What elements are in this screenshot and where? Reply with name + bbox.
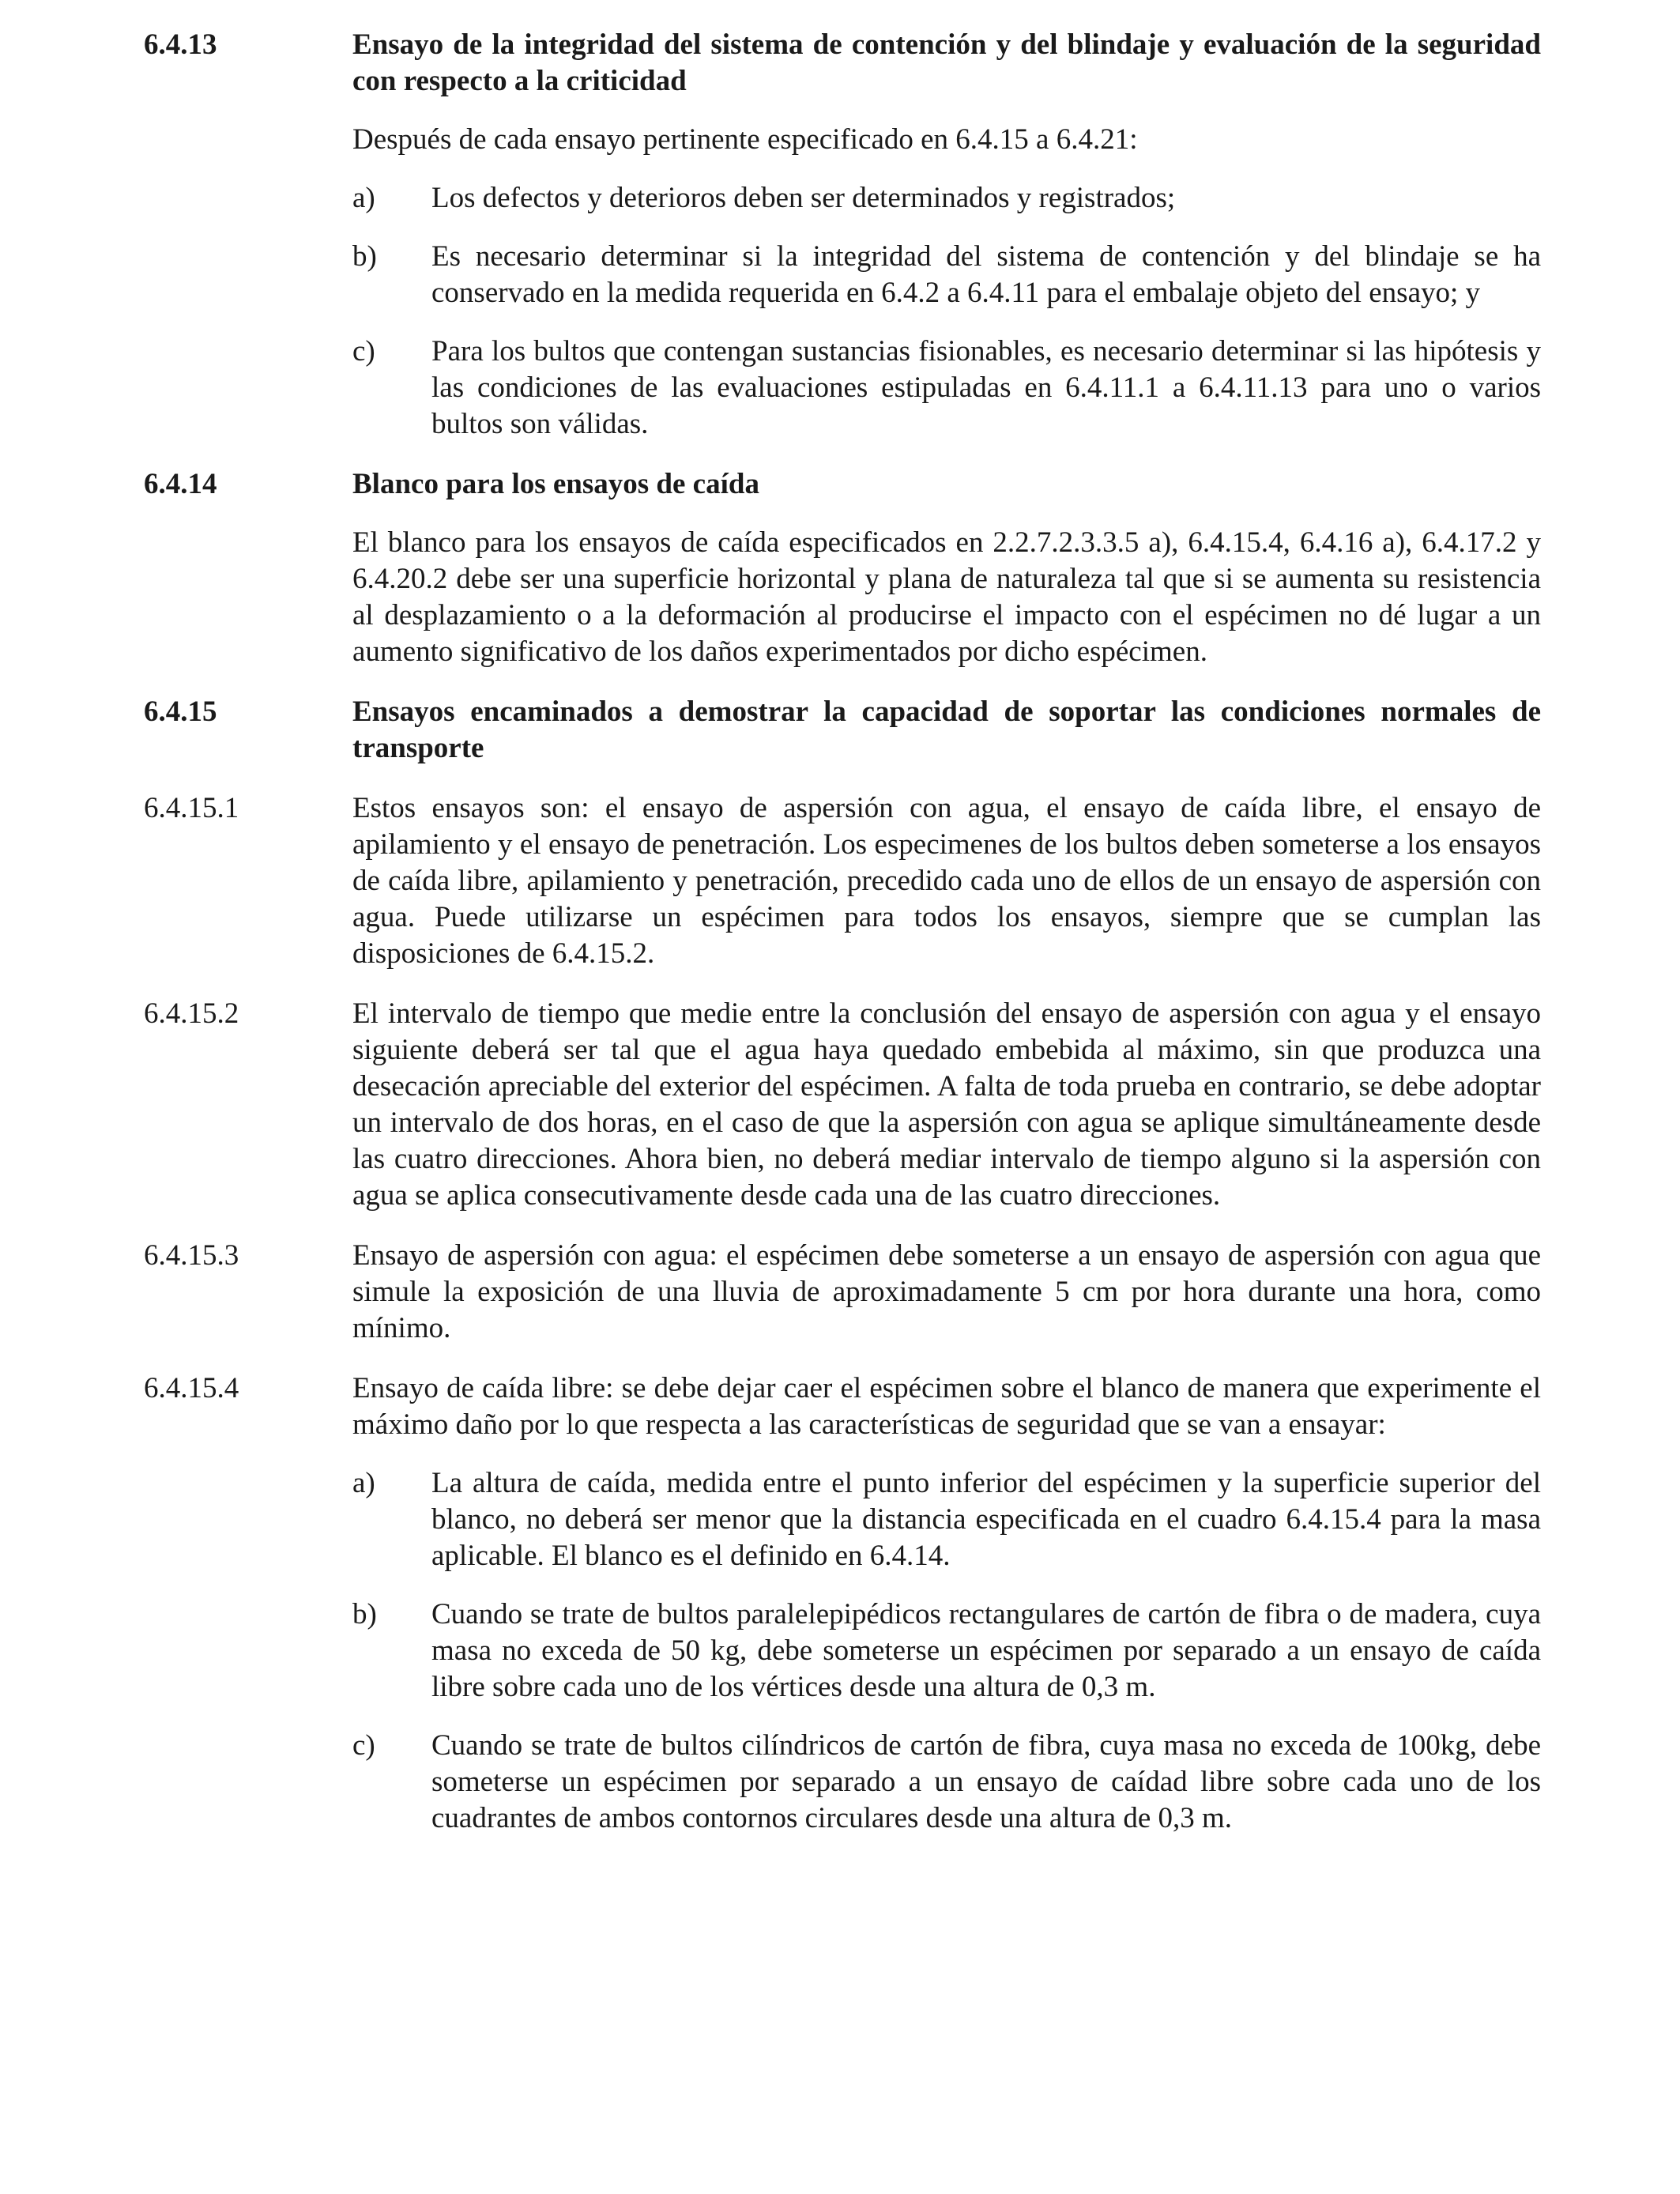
section-6-4-15-header (144, 694, 1541, 767)
section-6-4-14-body (144, 525, 1541, 670)
list-item (352, 1596, 1541, 1706)
section-number: 6.4.13 (144, 28, 217, 61)
section-6-4-15-4-list (144, 1443, 1541, 1837)
section-6-4-15-1 (144, 790, 1541, 972)
list-item (352, 180, 1541, 217)
list-item-letter: b) (352, 240, 377, 273)
section-6-4-13-list (144, 158, 1541, 443)
list-item-letter: a) (352, 182, 375, 214)
section-number: 6.4.15.3 (144, 1239, 239, 1272)
section-number: 6.4.14 (144, 468, 217, 500)
section-number: 6.4.15.4 (144, 1372, 239, 1404)
section-6-4-15-4 (144, 1370, 1541, 1443)
list-item-text: La altura de caída, medida entre el punto inferior del espécimen y la superficie superior del blanco, no deberá ser menor que la distancia especificada en el cuadro 6.4.15.4 para la masa aplicable. El blanco es el definido en 6.4.14. (431, 1467, 1541, 1572)
section-6-4-13-intro (144, 122, 1541, 158)
section-6-4-14-header (144, 466, 1541, 503)
list-item (352, 334, 1541, 443)
list-item-text: Es necesario determinar si la integridad del sistema de contención y del blindaje se ha conservado en la medida requerida en 6.4.2 a 6.4.11 para el embalaje objeto del ensayo; y (431, 240, 1541, 309)
list-item-letter: c) (352, 1729, 375, 1762)
paragraph: El blanco para los ensayos de caída especificados en 2.2.7.2.3.3.5 a), 6.4.15.4, 6.4.16 a), 6.4.17.2 y 6.4.20.2 debe ser una superficie horizontal y plana de naturaleza tal que si se aumenta su resistencia al desplazamiento o a la deformación al producirse el impacto con el espécimen no dé lugar a un aumento significativo de los daños experimentados por dicho espécimen. (352, 526, 1541, 668)
paragraph: El intervalo de tiempo que medie entre la conclusión del ensayo de aspersión con agua y el ensayo siguiente deberá ser tal que el agua haya quedado embebida al máximo, sin que produzca una desecación apreciable del exterior del espécimen. A falta de toda prueba en contrario, se debe adoptar un intervalo de dos horas, en el caso de que la aspersión con agua se aplique simultáneamente desde las cuatro direcciones. Ahora bien, no deberá mediar intervalo de tiempo alguno si la aspersión con agua se aplica consecutivamente desde cada una de las cuatro direcciones. (352, 997, 1541, 1212)
section-6-4-15-3 (144, 1238, 1541, 1347)
list-item (352, 1728, 1541, 1837)
section-number: 6.4.15.2 (144, 997, 239, 1030)
paragraph: Ensayo de caída libre: se debe dejar caer el espécimen sobre el blanco de manera que experimente el máximo daño por lo que respecta a las características de seguridad que se van a ensayar: (352, 1372, 1541, 1441)
list-item-letter: c) (352, 335, 375, 368)
section-heading: Blanco para los ensayos de caída (352, 468, 759, 500)
section-6-4-15-2 (144, 996, 1541, 1214)
section-number: 6.4.15.1 (144, 792, 239, 824)
section-heading: Ensayos encaminados a demostrar la capacidad de soportar las condiciones normales de transporte (352, 696, 1541, 764)
list-item-text: Cuando se trate de bultos paralelepipédicos rectangulares de cartón de fibra o de madera, cuya masa no exceda de 50 kg, debe someterse un espécimen por separado a un ensayo de caída libre sobre cada uno de los vértices desde una altura de 0,3 m. (431, 1598, 1541, 1703)
list-item-text: Cuando se trate de bultos cilíndricos de cartón de fibra, cuya masa no exceda de 100kg, debe someterse un espécimen por separado a un ensayo de caídad libre sobre cada uno de los cuadrantes de ambos contornos circulares desde una altura de 0,3 m. (431, 1729, 1541, 1834)
paragraph: Después de cada ensayo pertinente especificado en 6.4.15 a 6.4.21: (352, 123, 1138, 156)
paragraph: Estos ensayos son: el ensayo de aspersión con agua, el ensayo de caída libre, el ensayo de apilamiento y el ensayo de penetración. Los especimenes de los bultos deben someterse a los ensayos de caída libre, apilamiento y penetración, precedido cada uno de ellos de un ensayo de aspersión con agua. Puede utilizarse un espécimen para todos los ensayos, siempre que se cumplan las disposiciones de 6.4.15.2. (352, 792, 1541, 970)
list-item-text: Los defectos y deterioros deben ser determinados y registrados; (431, 182, 1176, 214)
section-number: 6.4.15 (144, 696, 217, 728)
paragraph: Ensayo de aspersión con agua: el espécimen debe someterse a un ensayo de aspersión con agua que simule la exposición de una lluvia de aproximadamente 5 cm por hora durante una hora, como mínimo. (352, 1239, 1541, 1344)
list-item (352, 1465, 1541, 1574)
document-page (144, 27, 1541, 1837)
list-item (352, 239, 1541, 311)
section-6-4-13-header (144, 27, 1541, 100)
section-heading: Ensayo de la integridad del sistema de contención y del blindaje y evaluación de la seguridad con respecto a la criticidad (352, 28, 1541, 97)
list-item-letter: b) (352, 1598, 377, 1630)
list-item-letter: a) (352, 1467, 375, 1499)
list-item-text: Para los bultos que contengan sustancias fisionables, es necesario determinar si las hipótesis y las condiciones de las evaluaciones estipuladas en 6.4.11.1 a 6.4.11.13 para uno o varios bultos son válidas. (431, 335, 1541, 440)
